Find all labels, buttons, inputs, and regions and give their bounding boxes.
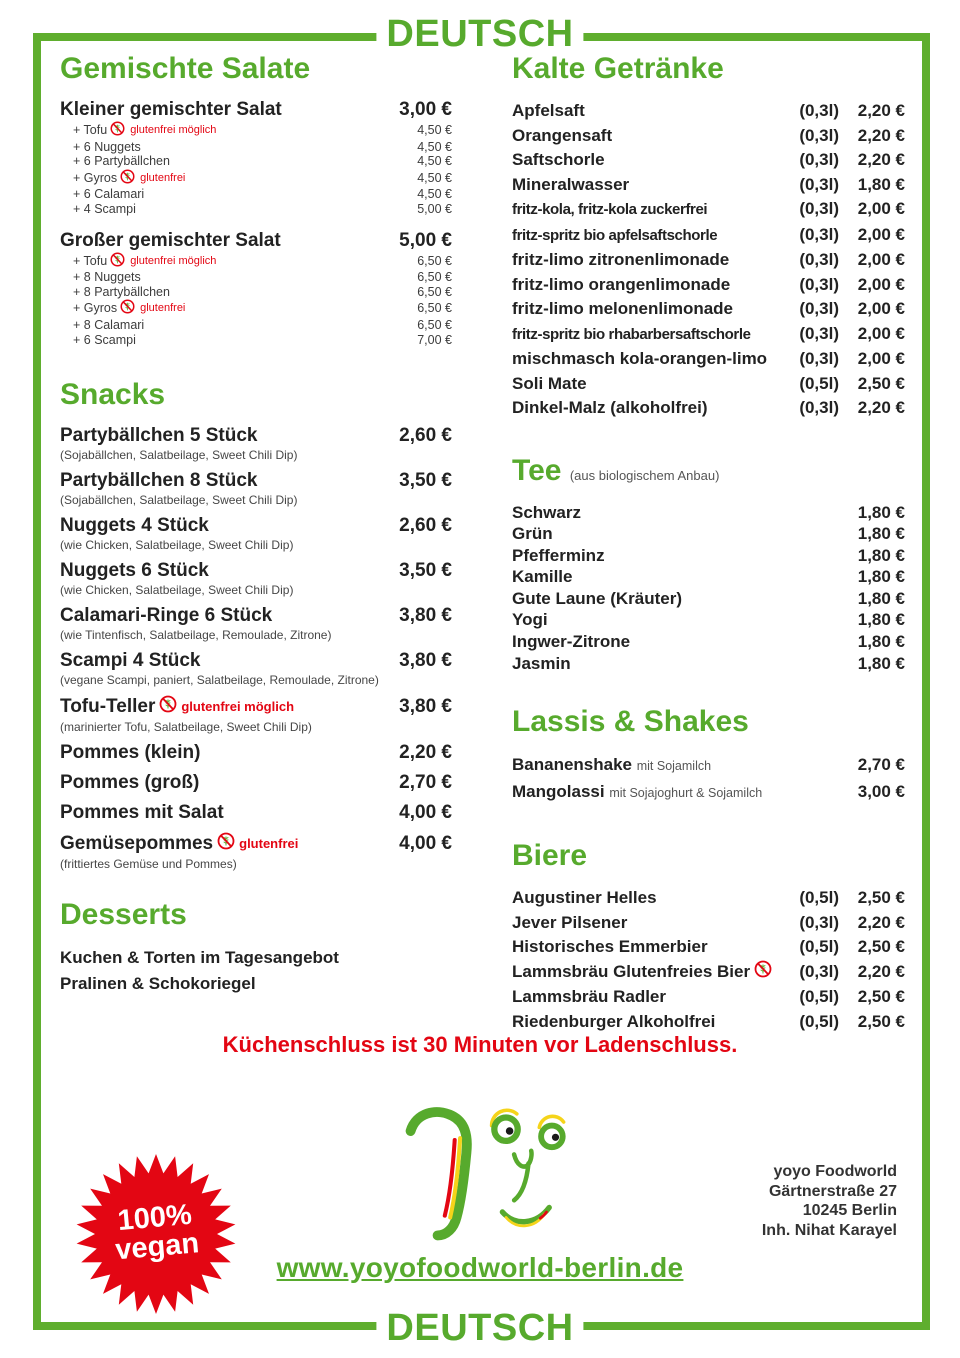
snack-item (60, 470, 452, 507)
item-name: Schwarz (512, 502, 581, 522)
section-title-lassis: Lassis & Shakes (512, 705, 749, 739)
addon-price: 4,50 € (417, 187, 452, 202)
item-price: 1,80 € (857, 545, 905, 565)
snack-item (60, 650, 452, 687)
glutenfree-icon (159, 695, 177, 719)
item-name (512, 99, 787, 124)
item-label: Lammsbräu Radler (512, 987, 666, 1007)
desserts-list (60, 945, 452, 997)
item-name (512, 273, 787, 298)
vegan-badge (74, 1152, 238, 1316)
item-price: 2,20 € (857, 398, 905, 417)
addon-price: 6,50 € (417, 270, 452, 285)
item-name: Jasmin (512, 653, 571, 673)
tea-title-text: Tee (512, 453, 562, 487)
snack-item (60, 832, 452, 871)
item-price: 2,00 € (857, 299, 905, 318)
addon-label: + 6 Partybällchen (73, 154, 170, 169)
item-label: Gemüsepommes (60, 833, 214, 855)
website-link-wrap (0, 1252, 960, 1284)
addon-price: 4,50 € (417, 154, 452, 169)
item-price: 2,60 € (399, 425, 452, 447)
section-title-salads: Gemischte Salate (60, 52, 311, 85)
addon-name (73, 121, 417, 140)
item-description: (wie Tintenfisch, Salatbeilage, Remoulade, Zitrone) (60, 628, 332, 643)
salad-addon-row (60, 270, 452, 285)
addon-label: + 4 Scampi (73, 201, 136, 216)
item-volume: (0,3l) (799, 962, 839, 982)
dessert-item: Kuchen & Torten im Tagesangebot (60, 948, 339, 968)
tea-list (512, 502, 905, 675)
item-description: (frittiertes Gemüse und Pommes) (60, 857, 237, 872)
item-name (512, 911, 787, 936)
tea-item-row (512, 545, 905, 567)
addon-price: 6,50 € (417, 253, 452, 268)
menu-content (60, 53, 905, 1034)
item-price: 2,00 € (857, 199, 905, 218)
lassi-item-row (512, 779, 905, 806)
item-price: 2,00 € (857, 274, 905, 294)
dessert-item: Pralinen & Schokoriegel (60, 974, 256, 994)
item-name (512, 173, 787, 198)
item-label: Scampi 4 Stück (60, 650, 201, 672)
item-name (512, 1010, 787, 1035)
item-name (512, 347, 787, 372)
yoyo-face-icon (398, 1092, 578, 1260)
drink-item-row (512, 935, 905, 960)
item-volume: (0,3l) (799, 125, 839, 145)
item-label: Augustiner Helles (512, 888, 657, 908)
snacks-list (60, 425, 452, 871)
item-name (512, 124, 787, 149)
item-name (60, 802, 399, 824)
item-label: Riedenburger Alkoholfrei (512, 1011, 716, 1031)
item-name (512, 148, 787, 173)
vegan-badge-line1: 100% (116, 1198, 194, 1238)
address-line: Inh. Nihat Karayel (761, 1221, 897, 1239)
salad-item-row (60, 230, 452, 252)
item-label: fritz-kola, fritz-kola zuckerfrei (512, 201, 708, 218)
glutenfree-icon (754, 960, 772, 986)
item-name: Gute Laune (Kräuter) (512, 588, 683, 608)
section-title-tea (512, 455, 905, 492)
item-price: 3,00 € (399, 99, 452, 120)
salads-list (60, 99, 452, 347)
item-price: 2,50 € (857, 373, 905, 393)
item-price: 2,00 € (857, 224, 905, 244)
item-label: mischmasch kola-orangen-limo (512, 349, 768, 368)
addon-label: + 8 Calamari (73, 317, 145, 332)
item-name (60, 695, 399, 719)
section-title-snacks: Snacks (60, 378, 166, 412)
item-name (512, 960, 787, 986)
language-label-top: DEUTSCH (376, 14, 583, 54)
drink-item-row (512, 911, 905, 936)
item-label: Tofu-Teller (60, 696, 156, 718)
glutenfree-icon (110, 252, 125, 271)
addon-name (73, 252, 417, 271)
yoyo-logo (398, 1092, 578, 1265)
item-price: 1,80 € (857, 588, 905, 608)
tea-item-row (512, 653, 905, 675)
item-name: Kleiner gemischter Salat (60, 99, 282, 120)
item-price: 2,50 € (857, 1011, 905, 1031)
item-name (512, 323, 787, 348)
glutenfree-note: glutenfrei möglich (130, 254, 217, 267)
item-name: Grün (512, 524, 553, 544)
salad-addon-row (60, 285, 452, 300)
snack-item-row (60, 772, 452, 794)
item-price: 2,20 € (857, 962, 905, 982)
lassi-item-row (512, 752, 905, 779)
item-volume: (0,5l) (799, 987, 839, 1007)
item-name (512, 752, 858, 779)
addon-name (73, 154, 417, 169)
addon-price: 7,00 € (417, 332, 452, 347)
item-volume: (0,5l) (799, 373, 839, 393)
tea-item-row (512, 502, 905, 524)
item-label: Partybällchen 8 Stück (60, 470, 258, 492)
item-name (60, 515, 399, 537)
drink-item-row (512, 322, 905, 348)
section-title-beers: Biere (512, 839, 588, 873)
item-label: Nuggets 6 Stück (60, 560, 209, 582)
snack-item (60, 742, 452, 764)
address-line: yoyo Foodworld (773, 1163, 897, 1180)
drink-item-row (512, 372, 905, 397)
item-name (60, 470, 399, 492)
snack-item-row (60, 802, 452, 824)
item-label: Mangolassi (512, 782, 605, 802)
item-price: 2,50 € (857, 888, 905, 908)
addon-label: + 6 Calamari (73, 187, 145, 202)
addon-name (73, 299, 417, 318)
item-name (512, 224, 787, 249)
glutenfree-icon (120, 169, 135, 188)
salad-addon-row (60, 318, 452, 333)
salad-addon-row (60, 333, 452, 348)
address-line: 10245 Berlin (802, 1202, 897, 1219)
addon-label: + Gyros (73, 170, 118, 185)
snack-item (60, 425, 452, 462)
kitchen-closing-notice: Küchenschluss ist 30 Minuten vor Ladenschluss. (222, 1032, 738, 1057)
item-volume: (0,5l) (799, 1011, 839, 1031)
item-label: fritz-limo orangenlimonade (512, 274, 731, 294)
restaurant-address (762, 1162, 897, 1240)
snack-item-row (60, 560, 452, 582)
item-name (60, 832, 399, 856)
cold-drinks-list (512, 99, 905, 421)
item-name (512, 248, 787, 273)
item-volume: (0,3l) (799, 250, 839, 269)
item-price: 1,80 € (857, 653, 905, 673)
item-label: Nuggets 4 Stück (60, 515, 209, 537)
tea-subtitle: (aus biologischem Anbau) (569, 467, 720, 483)
addon-name (73, 333, 417, 348)
salad-addon-row (60, 299, 452, 318)
item-price: 2,20 € (857, 150, 905, 169)
item-description: (Sojabällchen, Salatbeilage, Sweet Chili Dip) (60, 448, 298, 463)
addon-price: 6,50 € (417, 301, 452, 316)
addon-name (73, 270, 417, 285)
glutenfree-note: glutenfrei möglich (181, 699, 295, 715)
snack-item-row (60, 425, 452, 447)
item-volume: (0,3l) (799, 174, 839, 194)
item-price: 2,70 € (857, 755, 905, 775)
item-label: Pommes mit Salat (60, 802, 224, 824)
addon-price: 4,50 € (417, 139, 452, 154)
addon-name (73, 169, 417, 188)
drink-item-row (512, 248, 905, 273)
glutenfree-note: glutenfrei (140, 302, 186, 315)
addon-name (73, 318, 417, 333)
item-volume: (0,3l) (799, 912, 839, 932)
snack-item (60, 515, 452, 552)
item-label: Historisches Emmerbier (512, 937, 708, 957)
tea-item-row (512, 523, 905, 545)
item-volume: (0,3l) (799, 274, 839, 294)
item-description: (wie Chicken, Salatbeilage, Sweet Chili Dip) (60, 583, 294, 598)
snack-item (60, 560, 452, 597)
item-volume: (0,3l) (799, 199, 839, 218)
item-label: Soli Mate (512, 373, 587, 393)
item-label: Saftschorle (512, 150, 605, 169)
drink-item-row (512, 347, 905, 372)
website-link[interactable]: www.yoyofoodworld-berlin.de (276, 1252, 684, 1283)
right-column (512, 53, 905, 1034)
item-label: fritz-limo zitronenlimonade (512, 250, 730, 269)
item-name (512, 779, 858, 806)
item-price: 2,50 € (857, 937, 905, 957)
item-price: 3,50 € (399, 560, 452, 582)
item-label: Lammsbräu Glutenfreies Bier (512, 962, 751, 982)
item-name (512, 372, 787, 397)
item-name (60, 650, 399, 672)
drink-item-row (512, 173, 905, 198)
item-name (60, 605, 399, 627)
item-price: 4,00 € (399, 833, 452, 855)
drink-item-row (512, 985, 905, 1010)
addon-label: + Tofu (73, 123, 108, 137)
item-price: 2,50 € (857, 987, 905, 1007)
item-name: Ingwer-Zitrone (512, 632, 631, 652)
item-label: Jever Pilsener (512, 912, 628, 932)
salad-addon-row (60, 202, 452, 217)
item-label: Calamari-Ringe 6 Stück (60, 605, 273, 627)
addon-label: + 8 Nuggets (73, 270, 141, 285)
item-price: 1,80 € (857, 174, 905, 194)
item-price: 2,00 € (857, 349, 905, 368)
glutenfree-icon (110, 121, 125, 140)
snack-item-row (60, 515, 452, 537)
drink-item-row (512, 148, 905, 173)
item-price: 2,20 € (399, 742, 452, 764)
item-label: fritz-spritz bio apfelsaftschorle (512, 226, 718, 244)
drink-item-row (512, 396, 905, 421)
addon-price: 4,50 € (417, 123, 452, 137)
address-line: Gärtnerstraße 27 (768, 1182, 897, 1200)
item-name (512, 198, 787, 223)
addon-name (73, 202, 417, 217)
salad-group (60, 99, 452, 217)
item-name (512, 396, 787, 421)
snack-item (60, 695, 452, 734)
vegan-badge-line2: vegan (114, 1227, 201, 1267)
item-label: fritz-limo melonenlimonade (512, 299, 734, 318)
item-price: 2,20 € (857, 125, 905, 145)
item-note: mit Sojamilch (636, 759, 712, 774)
drink-item-row (512, 124, 905, 149)
drink-item-row (512, 223, 905, 249)
item-name (512, 297, 787, 322)
beers-list (512, 886, 905, 1034)
item-volume: (0,5l) (799, 888, 839, 908)
tea-item-row (512, 631, 905, 653)
item-name (60, 772, 399, 794)
section-title-cold-drinks: Kalte Getränke (512, 52, 724, 85)
item-volume: (0,5l) (799, 937, 839, 957)
item-price: 1,80 € (857, 524, 905, 544)
salad-addon-row (60, 140, 452, 155)
drink-item-row (512, 297, 905, 322)
drink-item-row (512, 99, 905, 124)
item-name (60, 742, 399, 764)
item-volume: (0,3l) (799, 349, 839, 368)
item-price: 2,20 € (857, 101, 905, 120)
item-description: (wie Chicken, Salatbeilage, Sweet Chili Dip) (60, 538, 294, 553)
snack-item-row (60, 832, 452, 856)
item-price: 1,80 € (857, 632, 905, 652)
drink-item-row (512, 273, 905, 298)
item-description: (vegane Scampi, paniert, Salatbeilage, Remoulade, Zitrone) (60, 673, 379, 688)
item-price: 2,20 € (857, 912, 905, 932)
item-label: Orangensaft (512, 125, 613, 145)
drink-item-row (512, 197, 905, 223)
drink-item-row (512, 960, 905, 986)
addon-label: + 6 Nuggets (73, 139, 141, 154)
item-price: 2,60 € (399, 515, 452, 537)
item-volume: (0,3l) (799, 299, 839, 318)
item-name (512, 886, 787, 911)
item-label: Apfelsaft (512, 101, 585, 120)
tea-item-row (512, 609, 905, 631)
item-price: 2,70 € (399, 772, 452, 794)
addon-price: 6,50 € (417, 284, 452, 299)
item-volume: (0,3l) (799, 323, 839, 343)
section-title-desserts: Desserts (60, 898, 187, 932)
item-name: Großer gemischter Salat (60, 229, 281, 251)
glutenfree-icon (120, 299, 135, 318)
item-name (60, 560, 399, 582)
drink-item-row (512, 1010, 905, 1035)
item-name: Pfefferminz (512, 545, 605, 565)
drink-item-row (512, 886, 905, 911)
item-label: Mineralwasser (512, 174, 630, 194)
snack-item (60, 772, 452, 794)
item-volume: (0,3l) (799, 101, 839, 120)
glutenfree-icon (217, 832, 235, 856)
addon-name (73, 187, 417, 202)
tea-item-row (512, 588, 905, 610)
salad-item-row (60, 99, 452, 121)
item-price: 3,80 € (399, 696, 452, 718)
item-label: Dinkel-Malz (alkoholfrei) (512, 398, 708, 417)
addon-name (73, 140, 417, 155)
addon-label: + Gyros (73, 301, 118, 316)
item-price: 5,00 € (399, 229, 452, 251)
addon-name (73, 285, 417, 300)
item-label: Bananenshake (512, 755, 632, 775)
item-label: fritz-spritz bio rhabarbersaftschorle (512, 325, 751, 343)
item-name: Yogi (512, 610, 548, 630)
item-price: 3,80 € (399, 650, 452, 672)
item-price: 3,50 € (399, 470, 452, 492)
salad-addon-row (60, 252, 452, 271)
salad-group (60, 230, 452, 348)
addon-price: 5,00 € (417, 201, 452, 216)
item-price: 1,80 € (857, 610, 905, 630)
glutenfree-note: glutenfrei (140, 171, 186, 184)
lassis-list (512, 752, 905, 806)
tea-item-row (512, 566, 905, 588)
addon-price: 4,50 € (417, 170, 452, 185)
snack-item-row (60, 470, 452, 492)
glutenfree-note: glutenfrei (239, 836, 299, 852)
salad-addon-row (60, 121, 452, 140)
item-label: Pommes (klein) (60, 742, 201, 764)
item-price: 2,00 € (857, 323, 905, 343)
item-name (512, 985, 787, 1010)
item-note: mit Sojajoghurt & Sojamilch (609, 786, 763, 801)
addon-label: + 8 Partybällchen (73, 284, 170, 299)
item-volume: (0,3l) (799, 224, 839, 244)
snack-item-row (60, 650, 452, 672)
salad-addon-row (60, 154, 452, 169)
item-price: 2,00 € (857, 250, 905, 269)
salad-addon-row (60, 187, 452, 202)
item-name (60, 425, 399, 447)
glutenfree-note: glutenfrei möglich (130, 124, 217, 136)
snack-item (60, 802, 452, 824)
item-name (512, 935, 787, 960)
item-label: Pommes (groß) (60, 772, 200, 794)
language-label-bottom: DEUTSCH (376, 1308, 583, 1348)
snack-item-row (60, 742, 452, 764)
addon-label: + 6 Scampi (73, 332, 136, 347)
left-column (60, 53, 452, 1034)
salad-addon-row (60, 169, 452, 188)
item-price: 4,00 € (399, 802, 452, 824)
item-price: 3,80 € (399, 605, 452, 627)
addon-label: + Tofu (73, 253, 108, 268)
item-name: Kamille (512, 567, 573, 587)
item-volume: (0,3l) (799, 398, 839, 417)
item-volume: (0,3l) (799, 150, 839, 169)
item-price: 1,80 € (857, 567, 905, 587)
item-price: 1,80 € (857, 502, 905, 522)
item-price: 3,00 € (857, 782, 905, 802)
item-label: Partybällchen 5 Stück (60, 425, 258, 447)
snack-item-row (60, 695, 452, 719)
item-description: (Sojabällchen, Salatbeilage, Sweet Chili Dip) (60, 493, 298, 508)
snack-item-row (60, 605, 452, 627)
item-description: (marinierter Tofu, Salatbeilage, Sweet Chili Dip) (60, 720, 312, 735)
addon-price: 6,50 € (417, 317, 452, 332)
snack-item (60, 605, 452, 642)
